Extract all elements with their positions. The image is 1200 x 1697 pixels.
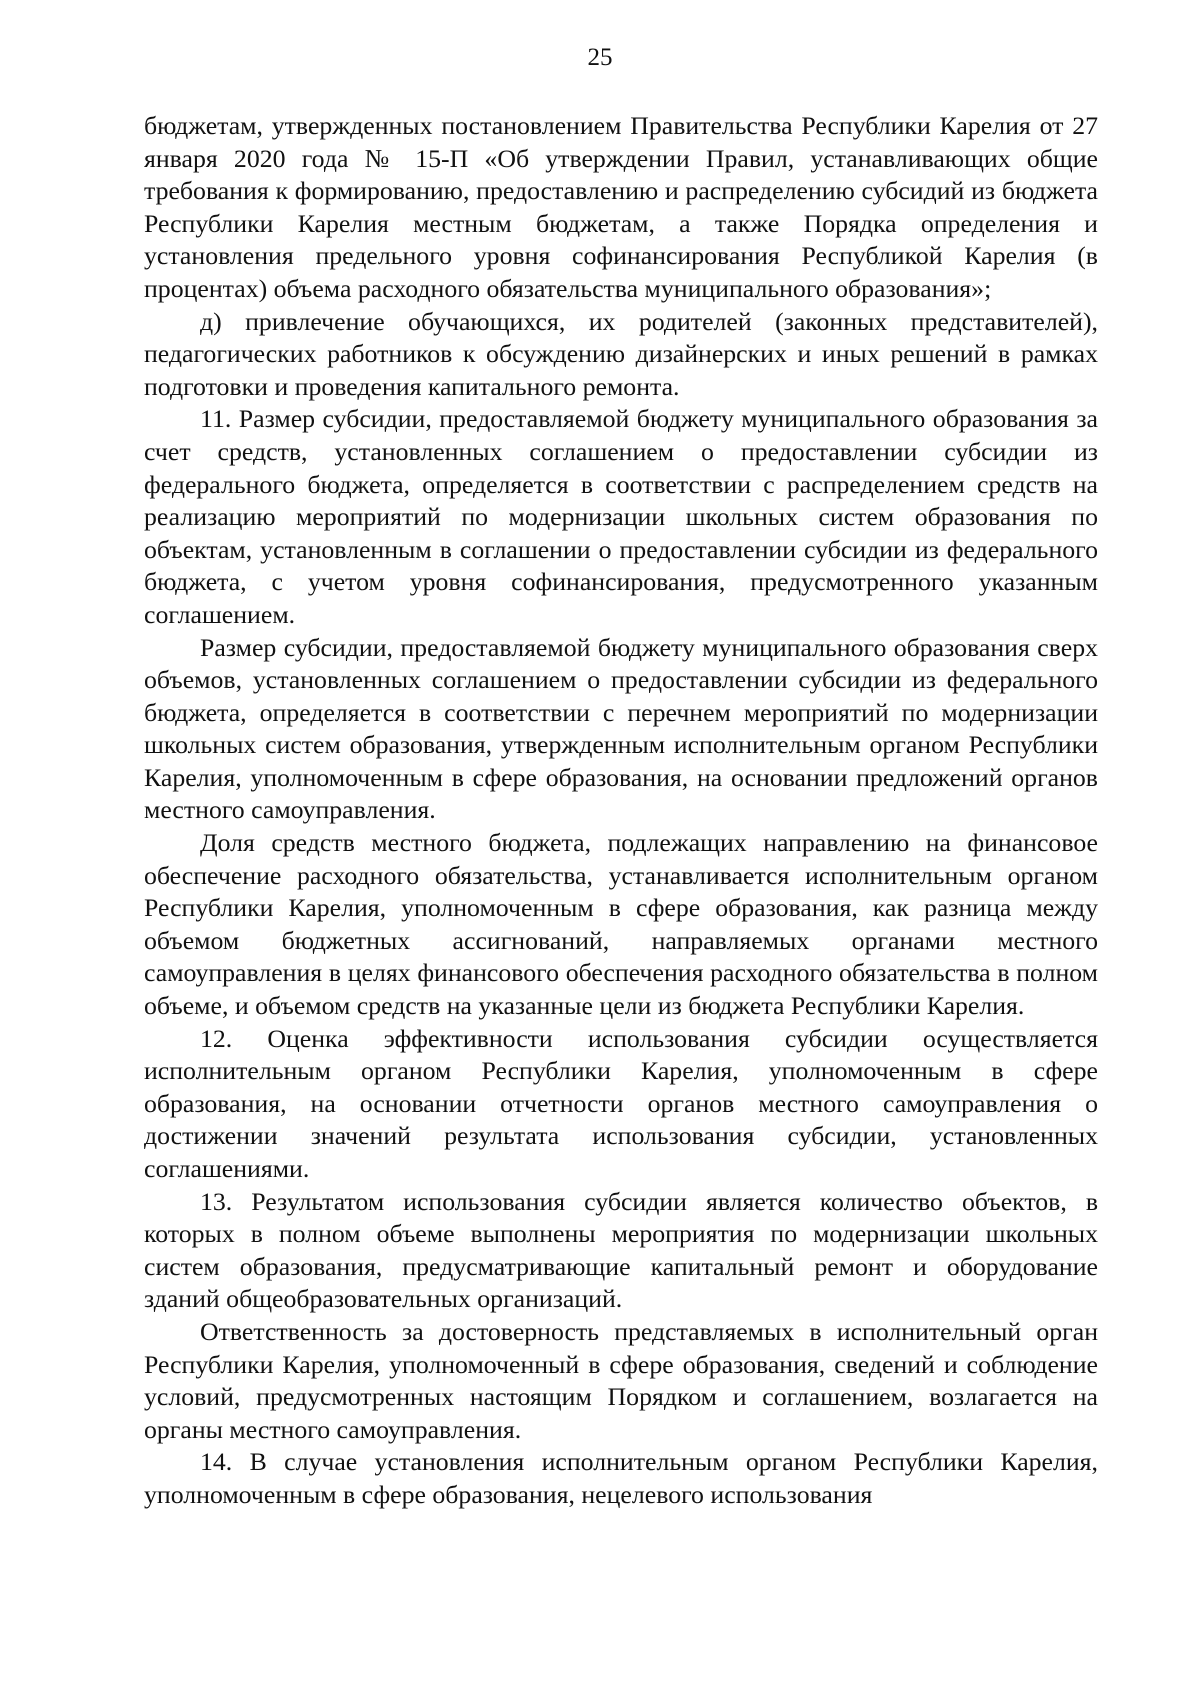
document-body bbox=[144, 110, 1098, 1512]
page-number: 25 bbox=[587, 44, 613, 71]
paragraph-13: 13. Результатом использования субсидии является количество объектов, в которых в полном объеме выполнены мероприятия по модернизации школьных систем образования, предусматривающие капитальный ремонт и оборудование зданий общеобразовательных организаций. bbox=[144, 1186, 1098, 1314]
paragraph-item-d: д) привлечение обучающихся, их родителей (законных представителей), педагогических работников к обсуждению дизайнерских и иных решений в рамках подготовки и проведения капитального ремонта. bbox=[144, 306, 1098, 401]
paragraph-11-local-budget-share: Доля средств местного бюджета, подлежащих направлению на финансовое обеспечение расходного обязательства, устанавливается исполнительным органом Республики Карелия, уполномоченным в сфере образования, как разница между объемом бюджетных ассигнований, направляемых органами местного самоуправления в целях финансового обеспечения расходного обязательства в полном объеме, и объемом средств на указанные цели из бюджета Республики Карелия. bbox=[144, 828, 1098, 1021]
paragraph-12: 12. Оценка эффективности использования субсидии осуществляется исполнительным органом Республики Карелия, уполномоченным в сфере образования, на основании отчетности органов местного самоуправления о достижении значений результата использования субсидии, установленных соглашениями. bbox=[144, 1023, 1098, 1183]
paragraph-11-subsidy-over-volume: Размер субсидии, предоставляемой бюджету муниципального образования сверх объемов, установленных соглашением о предоставлении субсидии из федерального бюджета, определяется в соответствии с перечнем мероприятий по модернизации школьных систем образования, утвержденным исполнительным органом Республики Карелия, уполномоченным в сфере образования, на основании предложений органов местного самоуправления. bbox=[144, 632, 1098, 825]
paragraph-13-responsibility: Ответственность за достоверность представляемых в исполнительный орган Республики Карелия, уполномоченный в сфере образования, сведений и соблюдение условий, предусмотренных настоящим Порядком и соглашением, возлагается на органы местного самоуправления. bbox=[144, 1316, 1098, 1444]
paragraph-14: 14. В случае установления исполнительным органом Республики Карелия, уполномоченным в сфере образования, нецелевого использования bbox=[144, 1447, 1098, 1509]
paragraph-budget-reference: бюджетам, утвержденных постановлением Правительства Республики Карелия от 27 января 2020 года № 15-П «Об утверждении Правил, устанавливающих общие требования к формированию, предоставлению и распределению субсидий из бюджета Республики Карелия местным бюджетам, а также Порядка определения и установления предельного уровня софинансирования Республикой Карелия (в процентах) объема расходного обязательства муниципального образования»; bbox=[144, 111, 1098, 303]
paragraph-11: 11. Размер субсидии, предоставляемой бюджету муниципального образования за счет средств, установленных соглашением о предоставлении субсидии из федерального бюджета, определяется в соответствии с распределением средств на реализацию мероприятий по модернизации школьных систем образования по объектам, установленным в соглашении о предоставлении субсидии из федерального бюджета, с учетом уровня софинансирования, предусмотренного указанным соглашением. bbox=[144, 404, 1098, 629]
